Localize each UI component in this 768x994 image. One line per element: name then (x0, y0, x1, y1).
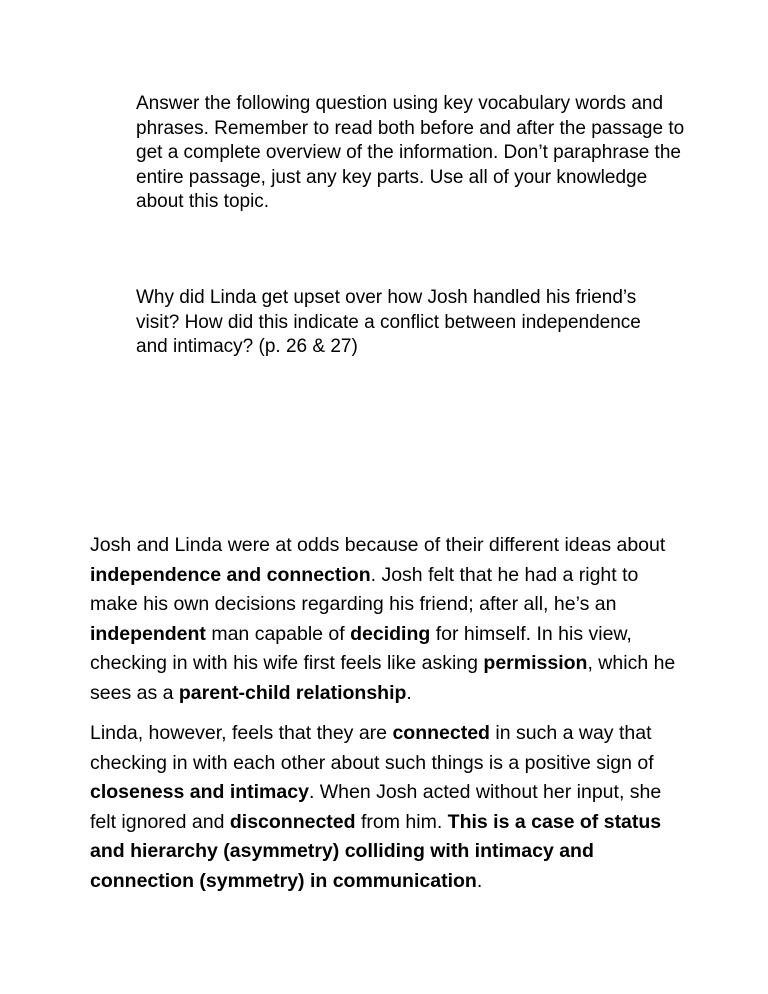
text-segment: . When Josh acted without her input, she felt ignored and (90, 781, 662, 833)
text-segment: in such a way that checking in with each other about such things is a positive sign of (90, 722, 654, 774)
text-segment: , which he sees as a (90, 652, 676, 704)
text-segment: from him. (355, 810, 448, 833)
instructions-text: Answer the following question using key vocabulary words and phrases. Remember to read both before and after the passage to get a complete overview of the information. Don’t paraphrase the entire passage, just any key parts. Use all of your knowledge about this topic. (136, 93, 685, 212)
key-term: This is a case of status and hierarchy (asymmetry) colliding with intimacy and connection (symmetry) in communication (90, 810, 662, 892)
key-term: parent-child relationship (178, 681, 407, 704)
text-segment: . (406, 681, 412, 704)
answer-paragraph-1 (90, 531, 690, 708)
answer-paragraph-2 (90, 719, 690, 896)
key-term: independence and connection (90, 563, 371, 586)
key-term: deciding (350, 622, 431, 645)
text-segment: . Josh felt that he had a right to make his own decisions regarding his friend; after all, he’s an (90, 563, 639, 615)
key-term: disconnected (229, 810, 356, 833)
text-segment: Josh and Linda were at odds because of their different ideas about (90, 534, 666, 556)
key-term: closeness and intimacy (90, 781, 309, 803)
key-term: permission (483, 652, 588, 674)
text-segment: Linda, however, feels that they are (90, 722, 393, 744)
text-segment: for himself. In his view, checking in with his wife first feels like asking (90, 622, 632, 674)
key-term: connected (392, 722, 490, 744)
text-segment: man capable of (205, 622, 351, 645)
question-text: Why did Linda get upset over how Josh handled his friend’s visit? How did this indicate a conflict between independence and intimacy? (p. 26 & 27) (136, 287, 641, 357)
key-term: independent (90, 622, 206, 645)
text-segment: . (476, 869, 483, 892)
